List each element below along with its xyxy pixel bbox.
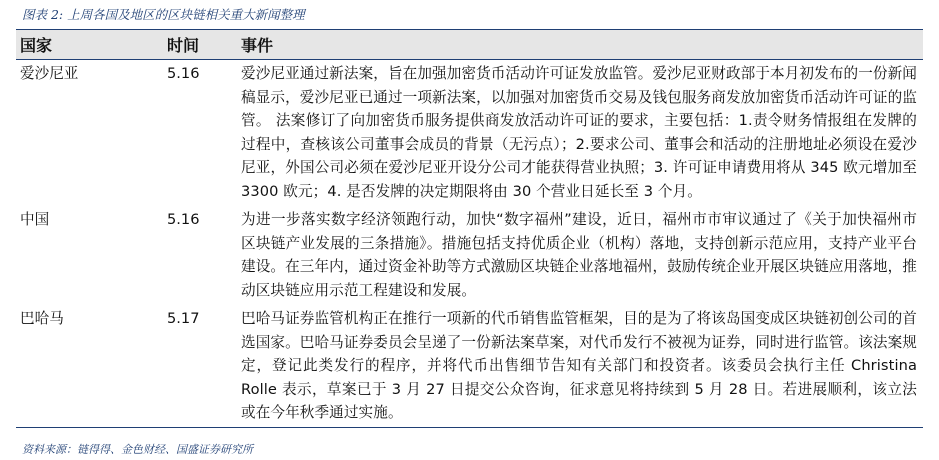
header-region: 国家 bbox=[16, 30, 163, 60]
figure-caption: 图表 2: 上周各国及地区的区块链相关重大新闻整理 bbox=[22, 7, 305, 22]
news-table bbox=[16, 30, 923, 428]
cell-region: 巴哈马 bbox=[16, 305, 163, 428]
table-row bbox=[16, 206, 923, 305]
table-header bbox=[16, 30, 923, 60]
cell-date: 5.16 bbox=[167, 65, 200, 82]
header-date: 时间 bbox=[163, 30, 237, 60]
table-row bbox=[16, 60, 923, 206]
cell-event: 巴哈马证券监管机构正在推行一项新的代币销售监管框架，目的是为了将该岛国变成区块链初创公司的首选国家。巴哈马证券委员会呈递了一份新法案草案，对代币发行不被视为证券，同时进行监管。该法案规定，登记此类发行的程序，并将代币出售细节告知有关部门和投资者。该委员会执行主任 Christina Rolle 表示，草案已于 3 月 27 日提交公众咨询，征求意见将持续到 5 月 28 日。若进展顺利，该立法或在今年秋季通过实施。 bbox=[237, 305, 923, 428]
header-row bbox=[16, 30, 923, 60]
cell-event: 为进一步落实数字经济领跑行动，加快“数字福州”建设，近日，福州市市审议通过了《关于加快福州市区块链产业发展的三条措施》。措施包括支持优质企业（机构）落地，支持创新示范应用，支持产业平台建设。在三年内，通过资金补助等方式激励区块链企业落地福州，鼓励传统企业开展区块链应用落地，推动区块链应用示范工程建设和发展。 bbox=[237, 206, 923, 305]
header-event: 事件 bbox=[237, 30, 923, 60]
table-row bbox=[16, 305, 923, 428]
cell-date: 5.17 bbox=[163, 305, 237, 428]
table-body bbox=[16, 60, 923, 428]
cell-event: 爱沙尼亚通过新法案，旨在加强加密货币活动许可证发放监管。爱沙尼亚财政部于本月初发布的一份新闻稿显示，爱沙尼亚已通过一项新法案，以加强对加密货币交易及钱包服务商发放加密货币活动许可证的监管。 法案修订了向加密货币服务提供商发放活动许可证的要求，主要包括：1.责令财务情报组在发牌的过程中，查核该公司董事会成员的背景（无污点）；2.要求公司、董事会和活动的注册地址必须设在爱沙尼亚，外国公司必须在爱沙尼亚开设分公司才能获得营业执照；3. 许可证申请费用将从 345 欧元增加至 3300 欧元；4. 是否发牌的决定期限将由 30 个营业日延长至 3 个月。 bbox=[241, 65, 917, 200]
cell-region: 爱沙尼亚 bbox=[20, 65, 79, 82]
cell-date: 5.16 bbox=[163, 206, 237, 305]
source-note: 资料来源：链得得、金色财经、国盛证券研究所 bbox=[22, 443, 253, 456]
cell-region: 中国 bbox=[16, 206, 163, 305]
